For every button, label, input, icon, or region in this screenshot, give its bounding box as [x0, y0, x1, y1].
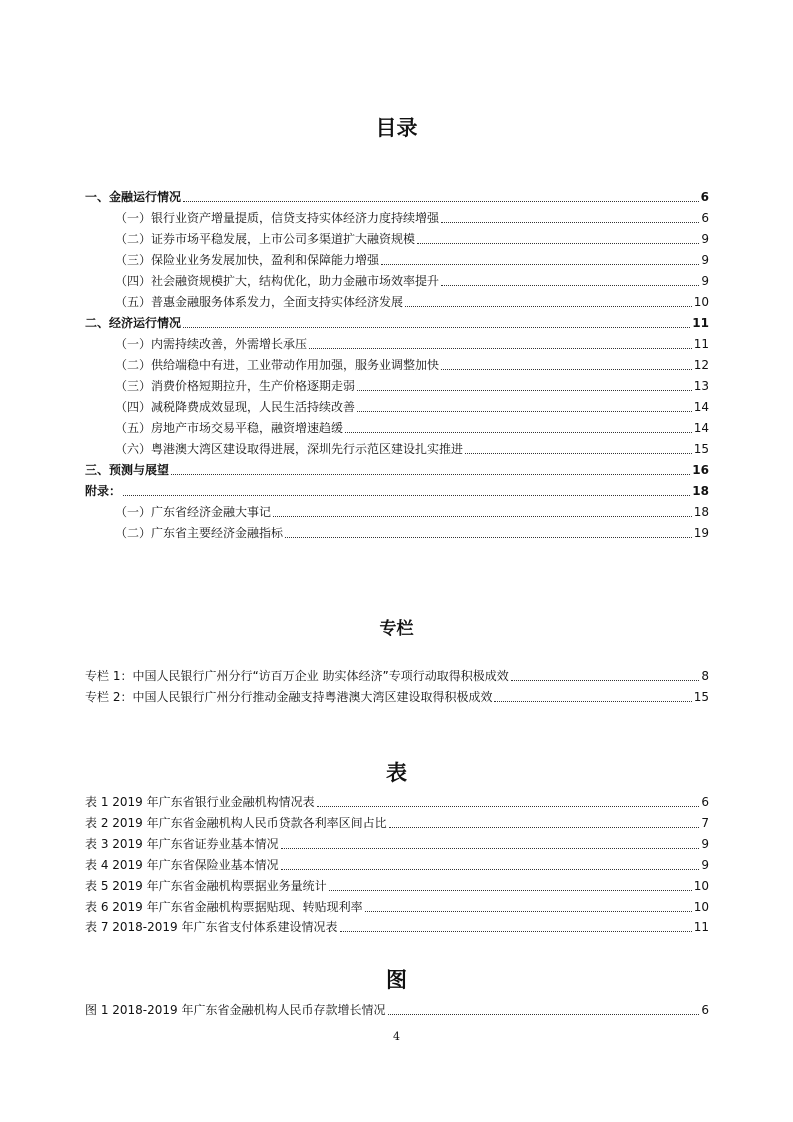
table-entry[interactable]: 表 7 2018-2019 年广东省支付体系建设情况表 11	[85, 920, 709, 934]
tables-title: 表	[386, 761, 407, 785]
table-entry[interactable]: 表 2 2019 年广东省金融机构人民币贷款各利率区间占比 7	[85, 816, 709, 830]
table-entry[interactable]: 表 1 2019 年广东省银行业金融机构情况表 6	[85, 795, 709, 809]
column-entry[interactable]: 专栏 2：中国人民银行广州分行推动金融支持粤港澳大湾区建设取得积极成效 15	[85, 690, 709, 704]
toc-entry[interactable]: （三）保险业业务发展加快，盈利和保障能力增强 9	[115, 253, 709, 267]
toc-entry[interactable]: 三、预测与展望 16	[85, 463, 709, 477]
toc-entry[interactable]: 附录： 18	[85, 484, 709, 498]
toc-entry[interactable]: （一）银行业资产增量提质，信贷支持实体经济力度持续增强 6	[115, 211, 709, 225]
toc-entry[interactable]: （六）粤港澳大湾区建设取得进展，深圳先行示范区建设扎实推进 15	[115, 442, 709, 456]
toc-entry[interactable]: 二、经济运行情况 11	[85, 316, 709, 330]
toc-entry[interactable]: （五）普惠金融服务体系发力，全面支持实体经济发展 10	[115, 295, 709, 309]
table-entry[interactable]: 表 6 2019 年广东省金融机构票据贴现、转贴现利率 10	[85, 900, 709, 914]
toc-entry[interactable]: （一）广东省经济金融大事记 18	[115, 505, 709, 519]
table-entry[interactable]: 表 3 2019 年广东省证券业基本情况 9	[85, 837, 709, 851]
toc-entry[interactable]: （二）广东省主要经济金融指标 19	[115, 526, 709, 540]
figure-entry[interactable]: 图 1 2018-2019 年广东省金融机构人民币存款增长情况 6	[85, 1003, 709, 1017]
toc-entry[interactable]: （二）供给端稳中有进，工业带动作用加强，服务业调整加快 12	[115, 358, 709, 372]
toc-entry[interactable]: （三）消费价格短期拉升，生产价格逐期走弱 13	[115, 379, 709, 393]
toc-entry[interactable]: （五）房地产市场交易平稳，融资增速趋缓 14	[115, 421, 709, 435]
figures-title: 图	[386, 968, 407, 992]
toc-entry[interactable]: （四）社会融资规模扩大，结构优化，助力金融市场效率提升 9	[115, 274, 709, 288]
toc-entry[interactable]: （四）减税降费成效显现，人民生活持续改善 14	[115, 400, 709, 414]
toc-entry[interactable]: （一）内需持续改善，外需增长承压 11	[115, 337, 709, 351]
table-entry[interactable]: 表 5 2019 年广东省金融机构票据业务量统计 10	[85, 879, 709, 893]
toc-entry[interactable]: 一、金融运行情况 6	[85, 190, 709, 204]
table-entry[interactable]: 表 4 2019 年广东省保险业基本情况 9	[85, 858, 709, 872]
page-number: 4	[393, 1030, 400, 1043]
toc-title: 目录	[375, 116, 418, 140]
columns-title: 专栏	[379, 619, 414, 639]
column-entry[interactable]: 专栏 1：中国人民银行广州分行“访百万企业 助实体经济”专项行动取得积极成效 8	[85, 669, 709, 683]
toc-entry[interactable]: （二）证券市场平稳发展，上市公司多渠道扩大融资规模 9	[115, 232, 709, 246]
